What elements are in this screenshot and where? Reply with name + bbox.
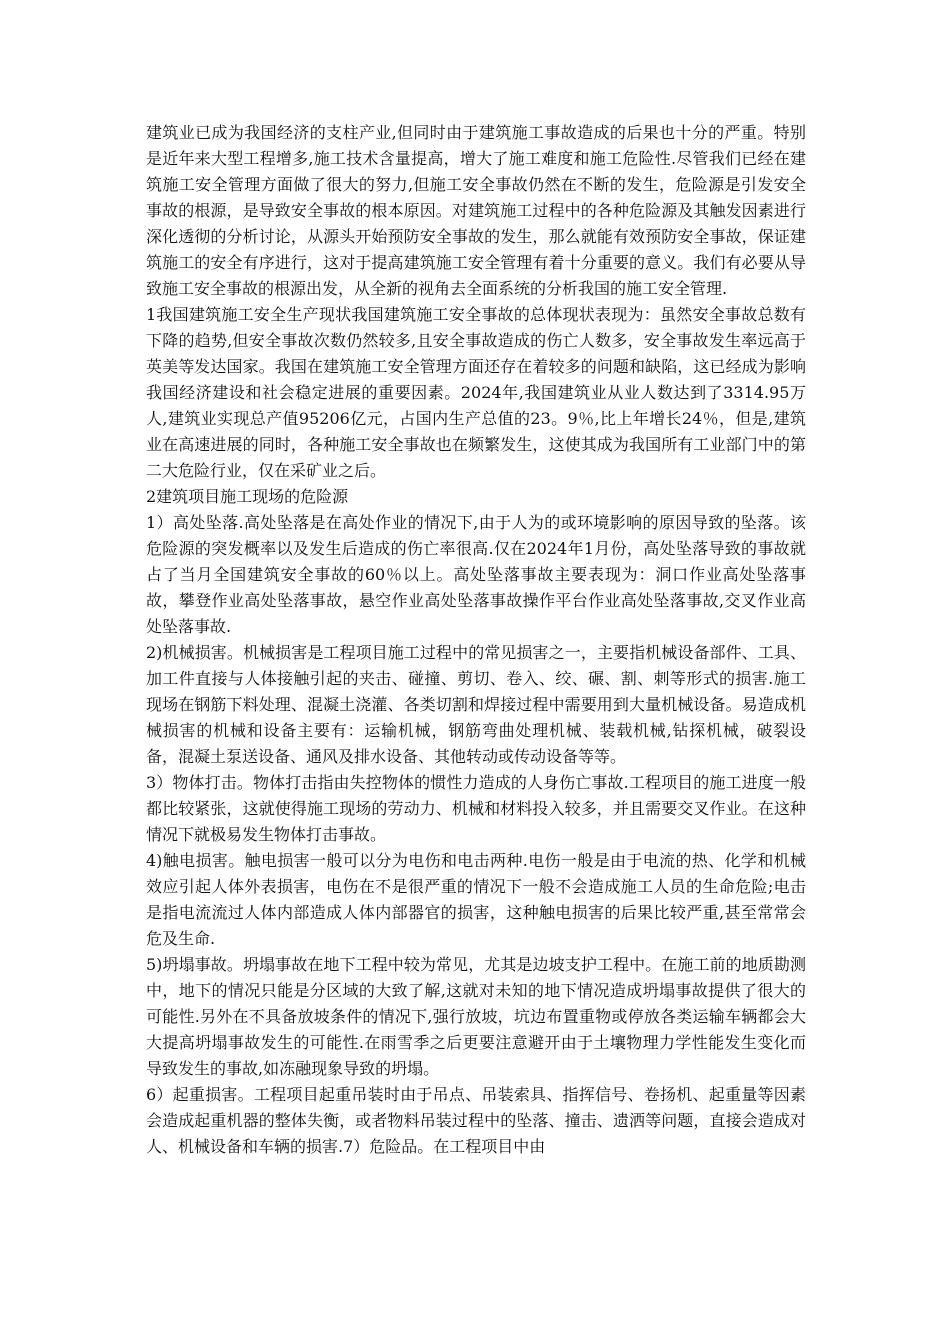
paragraph-high-fall: 1）高处坠落.高处坠落是在高处作业的情况下,由于人为的或环境影响的原因导致的坠落。该危险源的突发概率以及发生后造成的伤亡率很高.仅在2024年1月份，高处坠落导致的事故就占了当月全国建筑安全事故的60％以上。高处坠落事故主要表现为：洞口作业高处坠落事故，攀登作业高处坠落事故，悬空作业高处坠落事故操作平台作业高处坠落事故,交叉作业高处坠落事故. <box>146 513 806 636</box>
paragraph-lifting-injury: 6）起重损害。工程项目起重吊装时由于吊点、吊装索具、指挥信号、卷扬机、起重量等因素会造成起重机器的整体失衡，或者物料吊装过程中的坠落、撞击、遗洒等问题，直接会造成对人、机械设备和车辆的损害.7）危险品。在工程项目中由 <box>146 1085 806 1156</box>
document-body <box>146 120 806 1160</box>
paragraph-electric-shock: 4)触电损害。触电损害一般可以分为电伤和电击两种.电伤一般是由于电流的热、化学和机械效应引起人体外表损害，电伤在不是很严重的情况下一般不会造成施工人员的生命危险;电击是指电流流过人体内部造成人体内部器官的损害，这种触电损害的后果比较严重,甚至常常会危及生命. <box>146 851 806 948</box>
paragraph-intro: 建筑业已成为我国经济的支柱产业,但同时由于建筑施工事故造成的后果也十分的严重。特别是近年来大型工程增多,施工技术含量提高，增大了施工难度和施工危险性.尽管我们已经在建筑施工安全管理方面做了很大的努力,但施工安全事故仍然在不断的发生，危险源是引发安全事故的根源，是导致安全事故的根本原因。对建筑施工过程中的各种危险源及其触发因素进行深化透彻的分析讨论，从源头开始预防安全事故的发生，那么就能有效预防安全事故，保证建筑施工的安全有序进行，这对于提高建筑施工安全管理有着十分重要的意义。我们有必要从导致施工安全事故的根源出发，从全新的视角去全面系统的分析我国的施工安全管理. <box>146 123 806 298</box>
paragraph-section-1: 1我国建筑施工安全生产现状我国建筑施工安全事故的总体现状表现为：虽然安全事故总数有下降的趋势,但安全事故次数仍然较多,且安全事故造成的伤亡人数多，安全事故发生率远高于英美等发达国家。我国在建筑施工安全管理方面还存在着较多的问题和缺陷，这已经成为影响我国经济建设和社会稳定进展的重要因素。2024年,我国建筑业从业人数达到了3314.95万人,建筑业实现总产值95206亿元，占国内生产总值的23。9％,比上年增长24％，但是,建筑业在高速进展的同时，各种施工安全事故也在频繁发生，这使其成为我国所有工业部门中的第二大危险行业，仅在采矿业之后。 <box>146 305 806 480</box>
paragraph-object-strike: 3）物体打击。物体打击指由失控物体的惯性力造成的人身伤亡事故.工程项目的施工进度一般都比较紧张，这就使得施工现场的劳动力、机械和材料投入较多，并且需要交叉作业。在这种情况下就极易发生物体打击事故。 <box>146 773 806 844</box>
paragraph-machinery-injury: 2)机械损害。机械损害是工程项目施工过程中的常见损害之一，主要指机械设备部件、工具、加工件直接与人体接触引起的夹击、碰撞、剪切、卷入、绞、碾、割、刺等形式的损害.施工现场在钢筋下料处理、混凝土浇灌、各类切割和焊接过程中需要用到大量机械设备。易造成机械损害的机械和设备主要有：运输机械，钢筋弯曲处理机械、装载机械,钻探机械，破裂设备，混凝土泵送设备、通风及排水设备、其他转动或传动设备等等。 <box>146 643 806 766</box>
paragraph-collapse: 5)坍塌事故。坍塌事故在地下工程中较为常见，尤其是边坡支护工程中。在施工前的地质勘测中，地下的情况只能是分区域的大致了解,这就对未知的地下情况造成坍塌事故提供了很大的可能性.另外在不具备放坡条件的情况下,强行放坡，坑边布置重物或停放各类运输车辆都会大大提高坍塌事故发生的可能性.在雨雪季之后更要注意避开由于土壤物理力学性能发生变化而导致发生的事故,如冻融现象导致的坍塌。 <box>146 955 806 1078</box>
section-heading-2: 2建筑项目施工现场的危险源 <box>146 487 349 506</box>
